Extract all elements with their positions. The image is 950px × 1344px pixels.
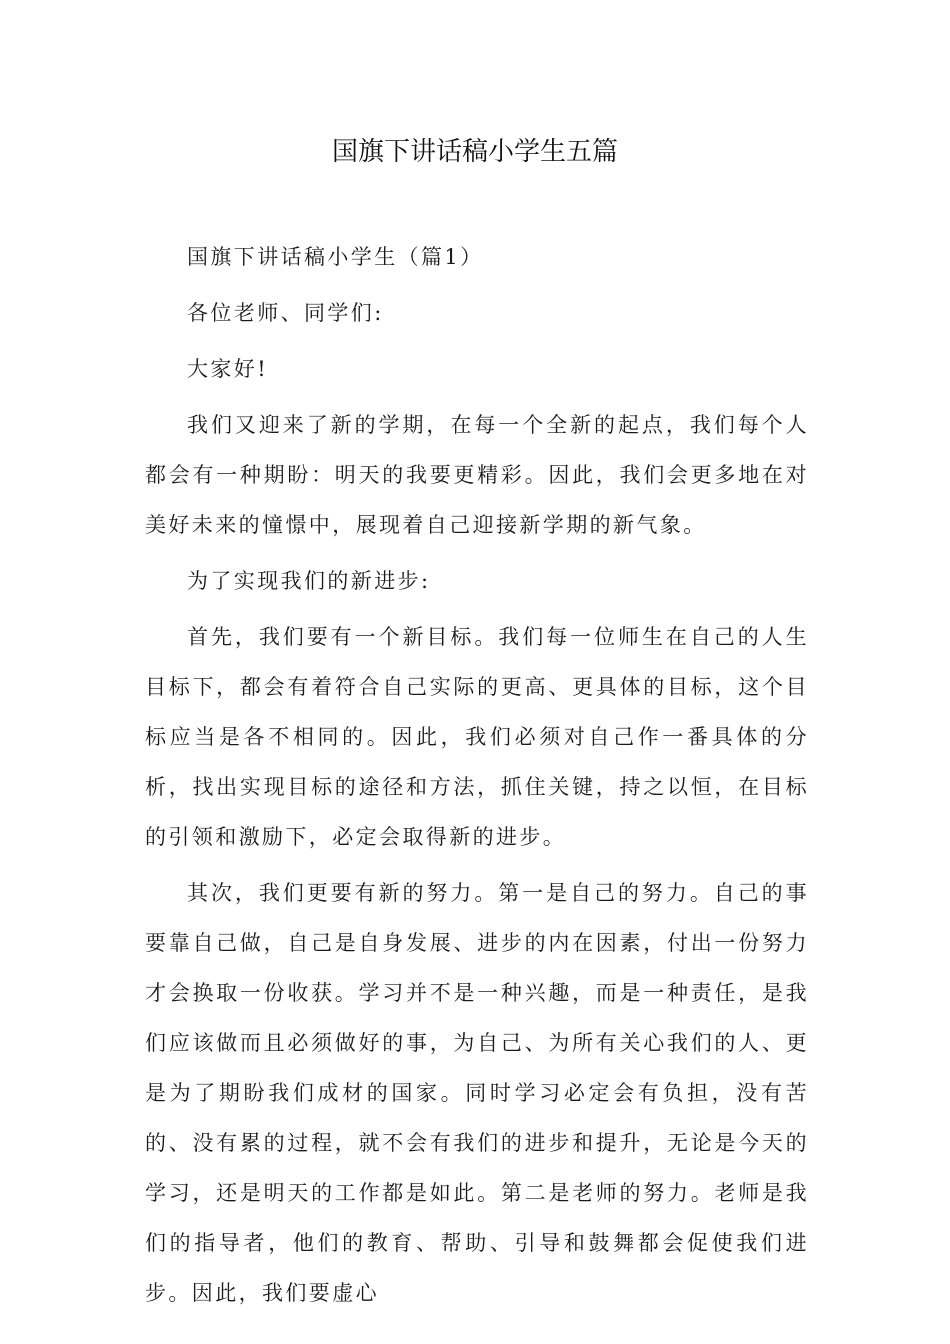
paragraph-new-progress-intro: 为了实现我们的新进步: — [187, 569, 431, 593]
salutation: 各位老师、同学们: — [187, 301, 384, 325]
paragraph-new-semester: 我们又迎来了新的学期，在每一个全新的起点，我们每个人都会有一种期盼：明天的我要更精彩。因此，我们会更多地在对美好未来的憧憬中，展现着自己迎接新学期的新气象。 — [145, 413, 809, 537]
paragraph-new-goal: 首先，我们要有一个新目标。我们每一位师生在自己的人生目标下，都会有着符合自己实际的更高、更具体的目标，这个目标应当是各不相同的。因此，我们必须对自己作一番具体的分析，找出实现目标的途径和方法，抓住关键，持之以恒，在目标的引领和激励下，必定会取得新的进步。 — [145, 625, 809, 849]
paragraph-new-effort: 其次，我们更要有新的努力。第一是自己的努力。自己的事要靠自己做，自己是自身发展、进步的内在因素，付出一份努力才会换取一份收获。学习并不是一种兴趣，而是一种责任，是我们应该做而且必须做好的事，为自己、为所有关心我们的人、更是为了期盼我们成材的国家。同时学习必定会有负担，没有苦的、没有累的过程，就不会有我们的进步和提升，无论是今天的学习，还是明天的工作都是如此。第二是老师的努力。老师是我们的指导者，他们的教育、帮助、引导和鼓舞都会促使我们进步。因此，我们要虚心 — [145, 881, 809, 1305]
greeting: 大家好! — [187, 357, 269, 381]
document-title: 国旗下讲话稿小学生五篇 — [331, 137, 618, 167]
heading-part-1: 国旗下讲话稿小学生（篇1） — [187, 245, 484, 269]
document-body — [145, 232, 809, 1324]
